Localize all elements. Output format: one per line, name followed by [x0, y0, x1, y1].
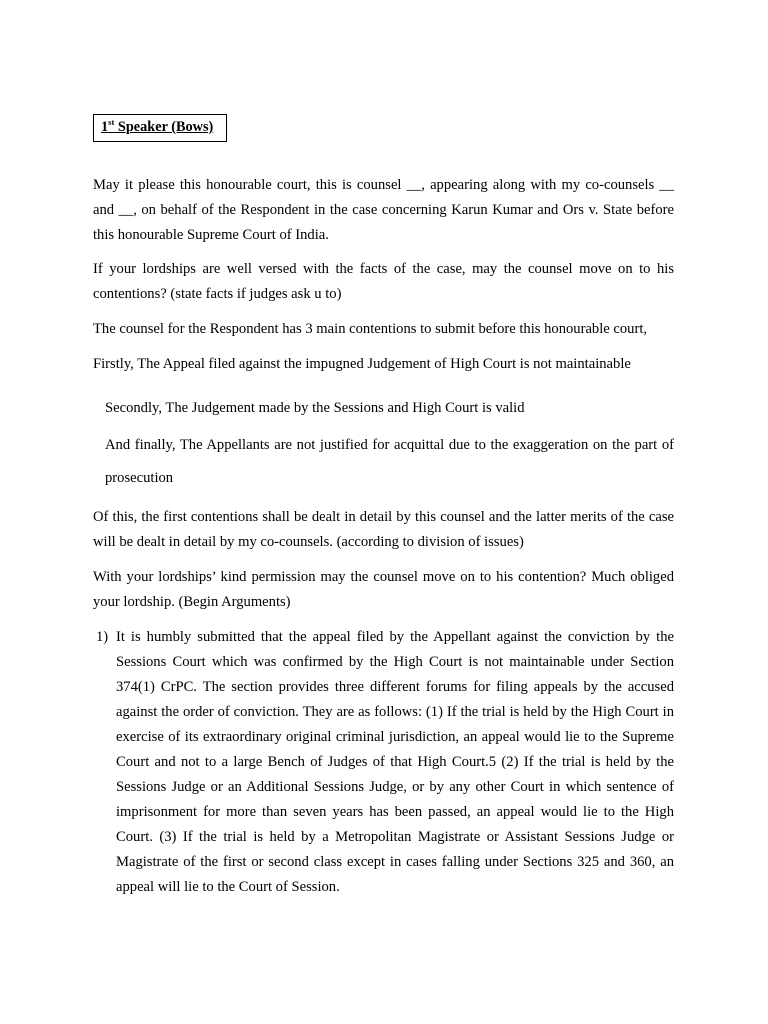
division-paragraph: Of this, the first contentions shall be dealt in detail by this counsel and the latter merits of the case will be dealt in detail by my co-counsels. (according to division of issues) [93, 509, 674, 550]
heading-ordinal: 1 [101, 119, 109, 135]
document-page [93, 114, 674, 900]
intro-paragraph: May it please this honourable court, this is counsel __, appearing along with my co-counsels __ and __, on behalf of the Respondent in the case concerning Karun Kumar and Ors v. State before this honourable Supreme Court of India. [93, 177, 674, 243]
heading-title: Speaker (Bows) [114, 119, 214, 135]
third-contention: And finally, The Appellants are not justified for acquittal due to the exaggeration on the part of prosecution [105, 437, 674, 486]
contentions-intro-paragraph: The counsel for the Respondent has 3 main contentions to submit before this honourable court, [93, 321, 648, 337]
facts-paragraph: If your lordships are well versed with the facts of the case, may the counsel move on to his contentions? (state facts if judges ask u to) [93, 261, 674, 302]
argument-text: It is humbly submitted that the appeal filed by the Appellant against the conviction by the Sessions Court which was confirmed by the High Court is not maintainable under Section 374(1) CrPC. The section provides three different forums for filing appeals by the accused against the order of conviction. They are as follows: (1) If the trial is held by the High Court in exercise of its extraordinary original criminal jurisdiction, an appeal would lie to the Supreme Court and not to a large Bench of Judges of that High Court.5 (2) If the trial is held by the Sessions Judge or an Additional Sessions Judge, or by any other Court in which sentence of imprisonment for more than seven years has been passed, an appeal would lie to the High Court. (3) If the trial is held by a Metropolitan Magistrate or Assistant Sessions Judge or Magistrate of the first or second class except in cases falling under Sections 325 and 360, an appeal will lie to the Court of Session. [116, 629, 674, 895]
second-contention: Secondly, The Judgement made by the Sessions and High Court is valid [105, 400, 525, 416]
argument-list-item [93, 625, 674, 900]
heading-ordinal-suffix: st [108, 117, 115, 127]
first-contention: Firstly, The Appeal filed against the impugned Judgement of High Court is not maintainable [93, 356, 631, 372]
argument-number: 1) [96, 629, 109, 645]
speaker-heading [93, 114, 227, 142]
permission-paragraph: With your lordships’ kind permission may the counsel move on to his contention? Much obliged your lordship. (Begin Arguments) [93, 569, 674, 610]
speaker-heading-text [101, 119, 213, 135]
